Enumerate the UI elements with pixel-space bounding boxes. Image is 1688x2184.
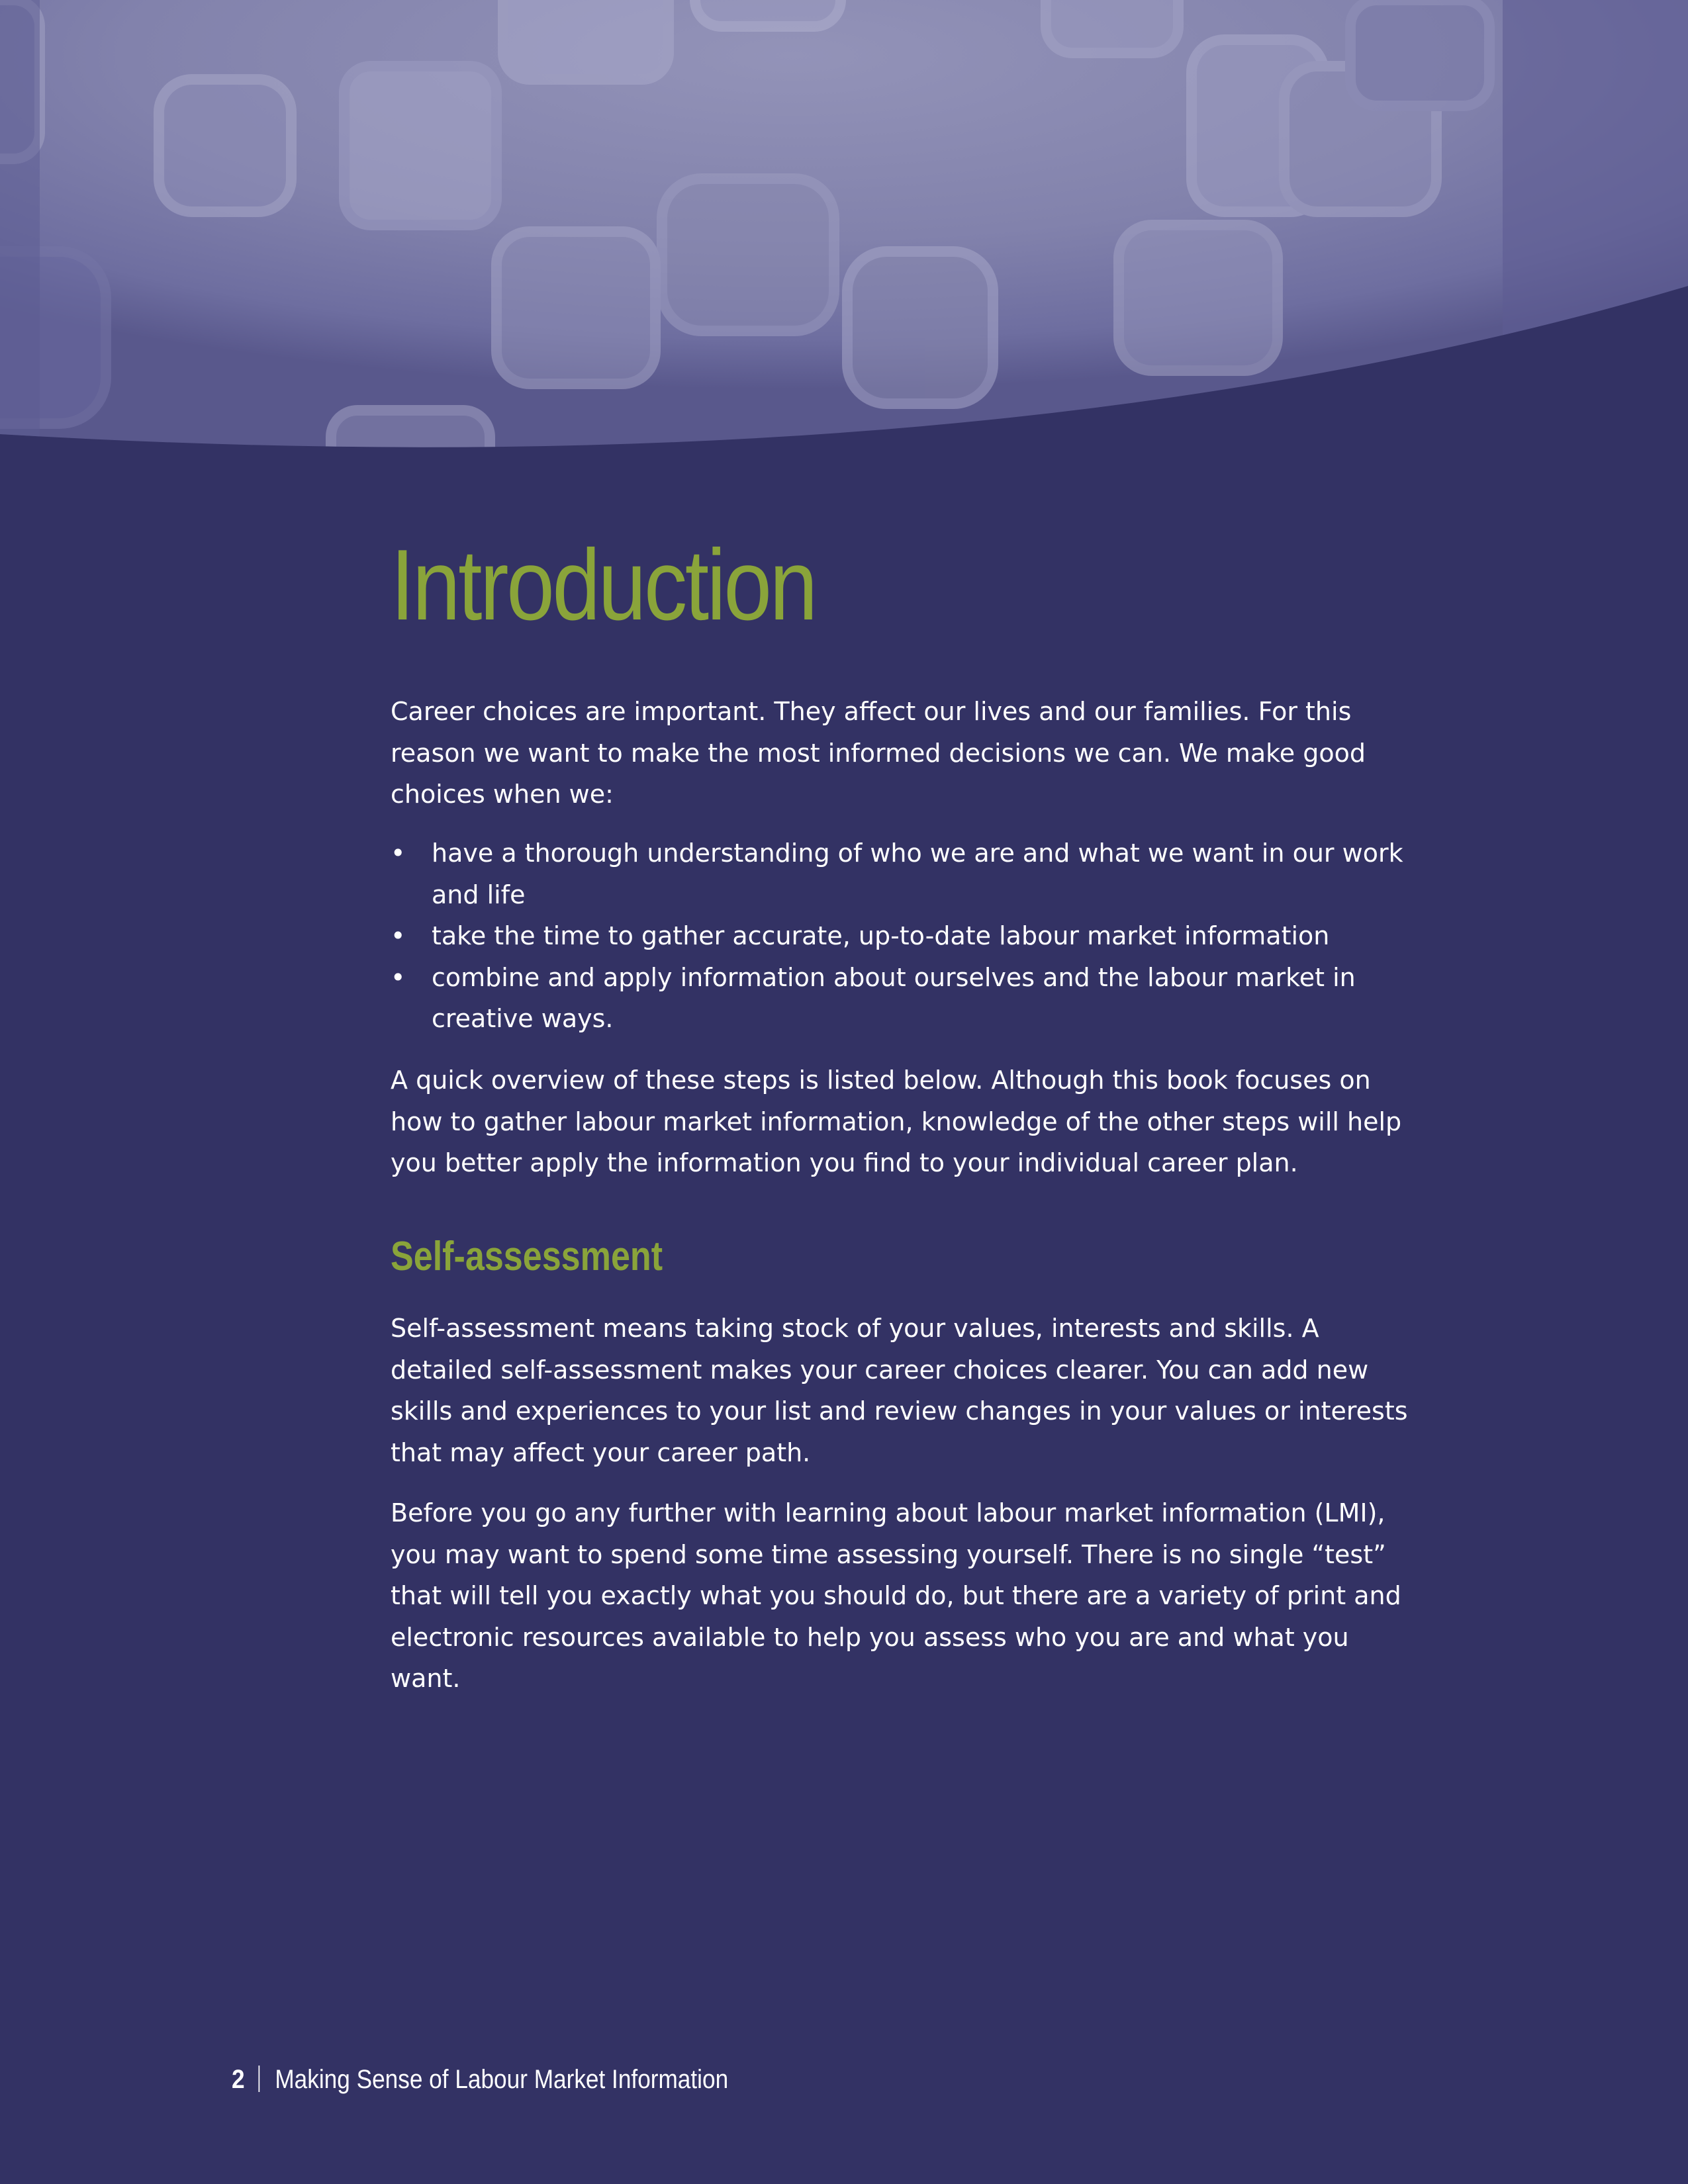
self-assessment-paragraph: Self-assessment means taking stock of your values, interests and skills. A detailed self-assessment makes your career choices clearer. You can add new skills and experiences to your list and review changes in your values or interests that may affect your career path. — [391, 1314, 1408, 1467]
page-number: 2 — [232, 2065, 245, 2094]
bullet-icon: • — [391, 962, 406, 992]
header-banner-graphic — [0, 0, 1688, 463]
list-item-text: combine and apply information about ourselves and the labour market in creative ways. — [432, 962, 1356, 1034]
list-item-text: have a thorough understanding of who we are and what we want in our work and life — [432, 839, 1403, 909]
section-heading-self-assessment: Self-assessment — [391, 1234, 663, 1279]
bullet-list — [391, 833, 1423, 1040]
list-item-text: take the time to gather accurate, up-to-date labour market information — [432, 921, 1330, 951]
list-item — [391, 957, 1425, 1040]
before-paragraph: Before you go any further with learning about labour market information (LMI), you may want to spend some time assessing yourself. There is no single “test” that will tell you exactly what you should do, but there are a variety of print and electronic resources available to help you assess who you are and what you want. — [391, 1498, 1401, 1694]
footer-divider — [259, 2066, 260, 2092]
overview-paragraph: A quick overview of these steps is listed below. Although this book focuses on how to gather labour market information, knowledge of the other steps will help you better apply the information you find to your individual career plan. — [391, 1066, 1402, 1178]
bullet-icon: • — [391, 839, 406, 868]
footer-book-title: Making Sense of Labour Market Information — [275, 2065, 729, 2094]
page-footer — [232, 2064, 728, 2095]
intro-paragraph: Career choices are important. They affect our lives and our families. For this reason we want to make the most informed decisions we can. We make good choices when we: — [391, 697, 1366, 809]
list-item — [391, 833, 1425, 915]
page-title: Introduction — [391, 529, 816, 641]
list-item — [391, 915, 1425, 957]
bullet-icon: • — [391, 921, 406, 951]
